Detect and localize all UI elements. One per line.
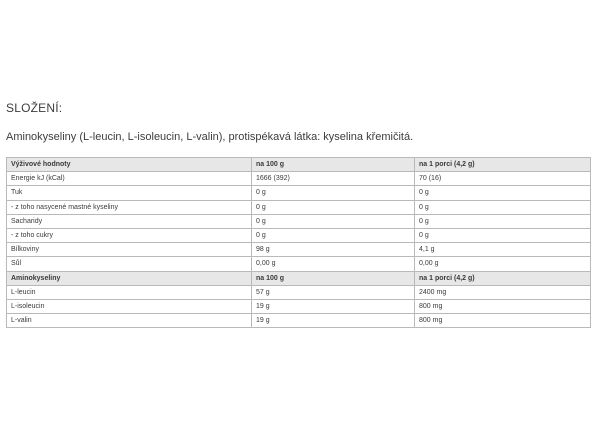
nutrient-name: - z toho nasycené mastné kyseliny	[7, 200, 252, 214]
value-per-serving: 800 mg	[415, 314, 591, 328]
header-cell: na 100 g	[252, 158, 415, 172]
value-per-serving: 0 g	[415, 214, 591, 228]
value-per-100g: 19 g	[252, 314, 415, 328]
nutrient-name: Energie kJ (kCal)	[7, 172, 252, 186]
table-row	[7, 285, 591, 299]
value-per-serving: 70 (16)	[415, 172, 591, 186]
amino-acid-name: L-isoleucin	[7, 299, 252, 313]
header-cell: na 1 porci (4,2 g)	[415, 271, 591, 285]
ingredients-text: Aminokyseliny (L-leucin, L-isoleucin, L-valin), protispékavá látka: kyselina křemičitá.	[6, 131, 414, 143]
header-cell: na 1 porci (4,2 g)	[415, 158, 591, 172]
value-per-100g: 0 g	[252, 214, 415, 228]
value-per-100g: 0 g	[252, 200, 415, 214]
nutrition-table	[6, 157, 591, 328]
table-row	[7, 314, 591, 328]
nutrient-name: - z toho cukry	[7, 228, 252, 242]
section-heading: SLOŽENÍ:	[6, 101, 63, 115]
nutrition-header-row	[7, 158, 591, 172]
table-row	[7, 186, 591, 200]
table-row	[7, 214, 591, 228]
value-per-100g: 57 g	[252, 285, 415, 299]
nutrient-name: Bílkoviny	[7, 243, 252, 257]
value-per-100g: 1666 (392)	[252, 172, 415, 186]
value-per-serving: 4,1 g	[415, 243, 591, 257]
header-cell: Výživové hodnoty	[7, 158, 252, 172]
nutrient-name: Sůl	[7, 257, 252, 271]
table-row	[7, 200, 591, 214]
nutrient-name: Sacharidy	[7, 214, 252, 228]
table-row	[7, 243, 591, 257]
value-per-serving: 0 g	[415, 228, 591, 242]
value-per-serving: 0,00 g	[415, 257, 591, 271]
value-per-serving: 0 g	[415, 186, 591, 200]
value-per-100g: 0 g	[252, 186, 415, 200]
header-cell: Aminokyseliny	[7, 271, 252, 285]
amino-acid-name: L-valin	[7, 314, 252, 328]
table-row	[7, 257, 591, 271]
amino-header-row	[7, 271, 591, 285]
table-row	[7, 299, 591, 313]
value-per-serving: 800 mg	[415, 299, 591, 313]
nutrient-name: Tuk	[7, 186, 252, 200]
value-per-100g: 0,00 g	[252, 257, 415, 271]
value-per-serving: 0 g	[415, 200, 591, 214]
value-per-100g: 19 g	[252, 299, 415, 313]
value-per-100g: 98 g	[252, 243, 415, 257]
value-per-100g: 0 g	[252, 228, 415, 242]
amino-acid-name: L-leucin	[7, 285, 252, 299]
table-row	[7, 228, 591, 242]
header-cell: na 100 g	[252, 271, 415, 285]
table-row	[7, 172, 591, 186]
value-per-serving: 2400 mg	[415, 285, 591, 299]
